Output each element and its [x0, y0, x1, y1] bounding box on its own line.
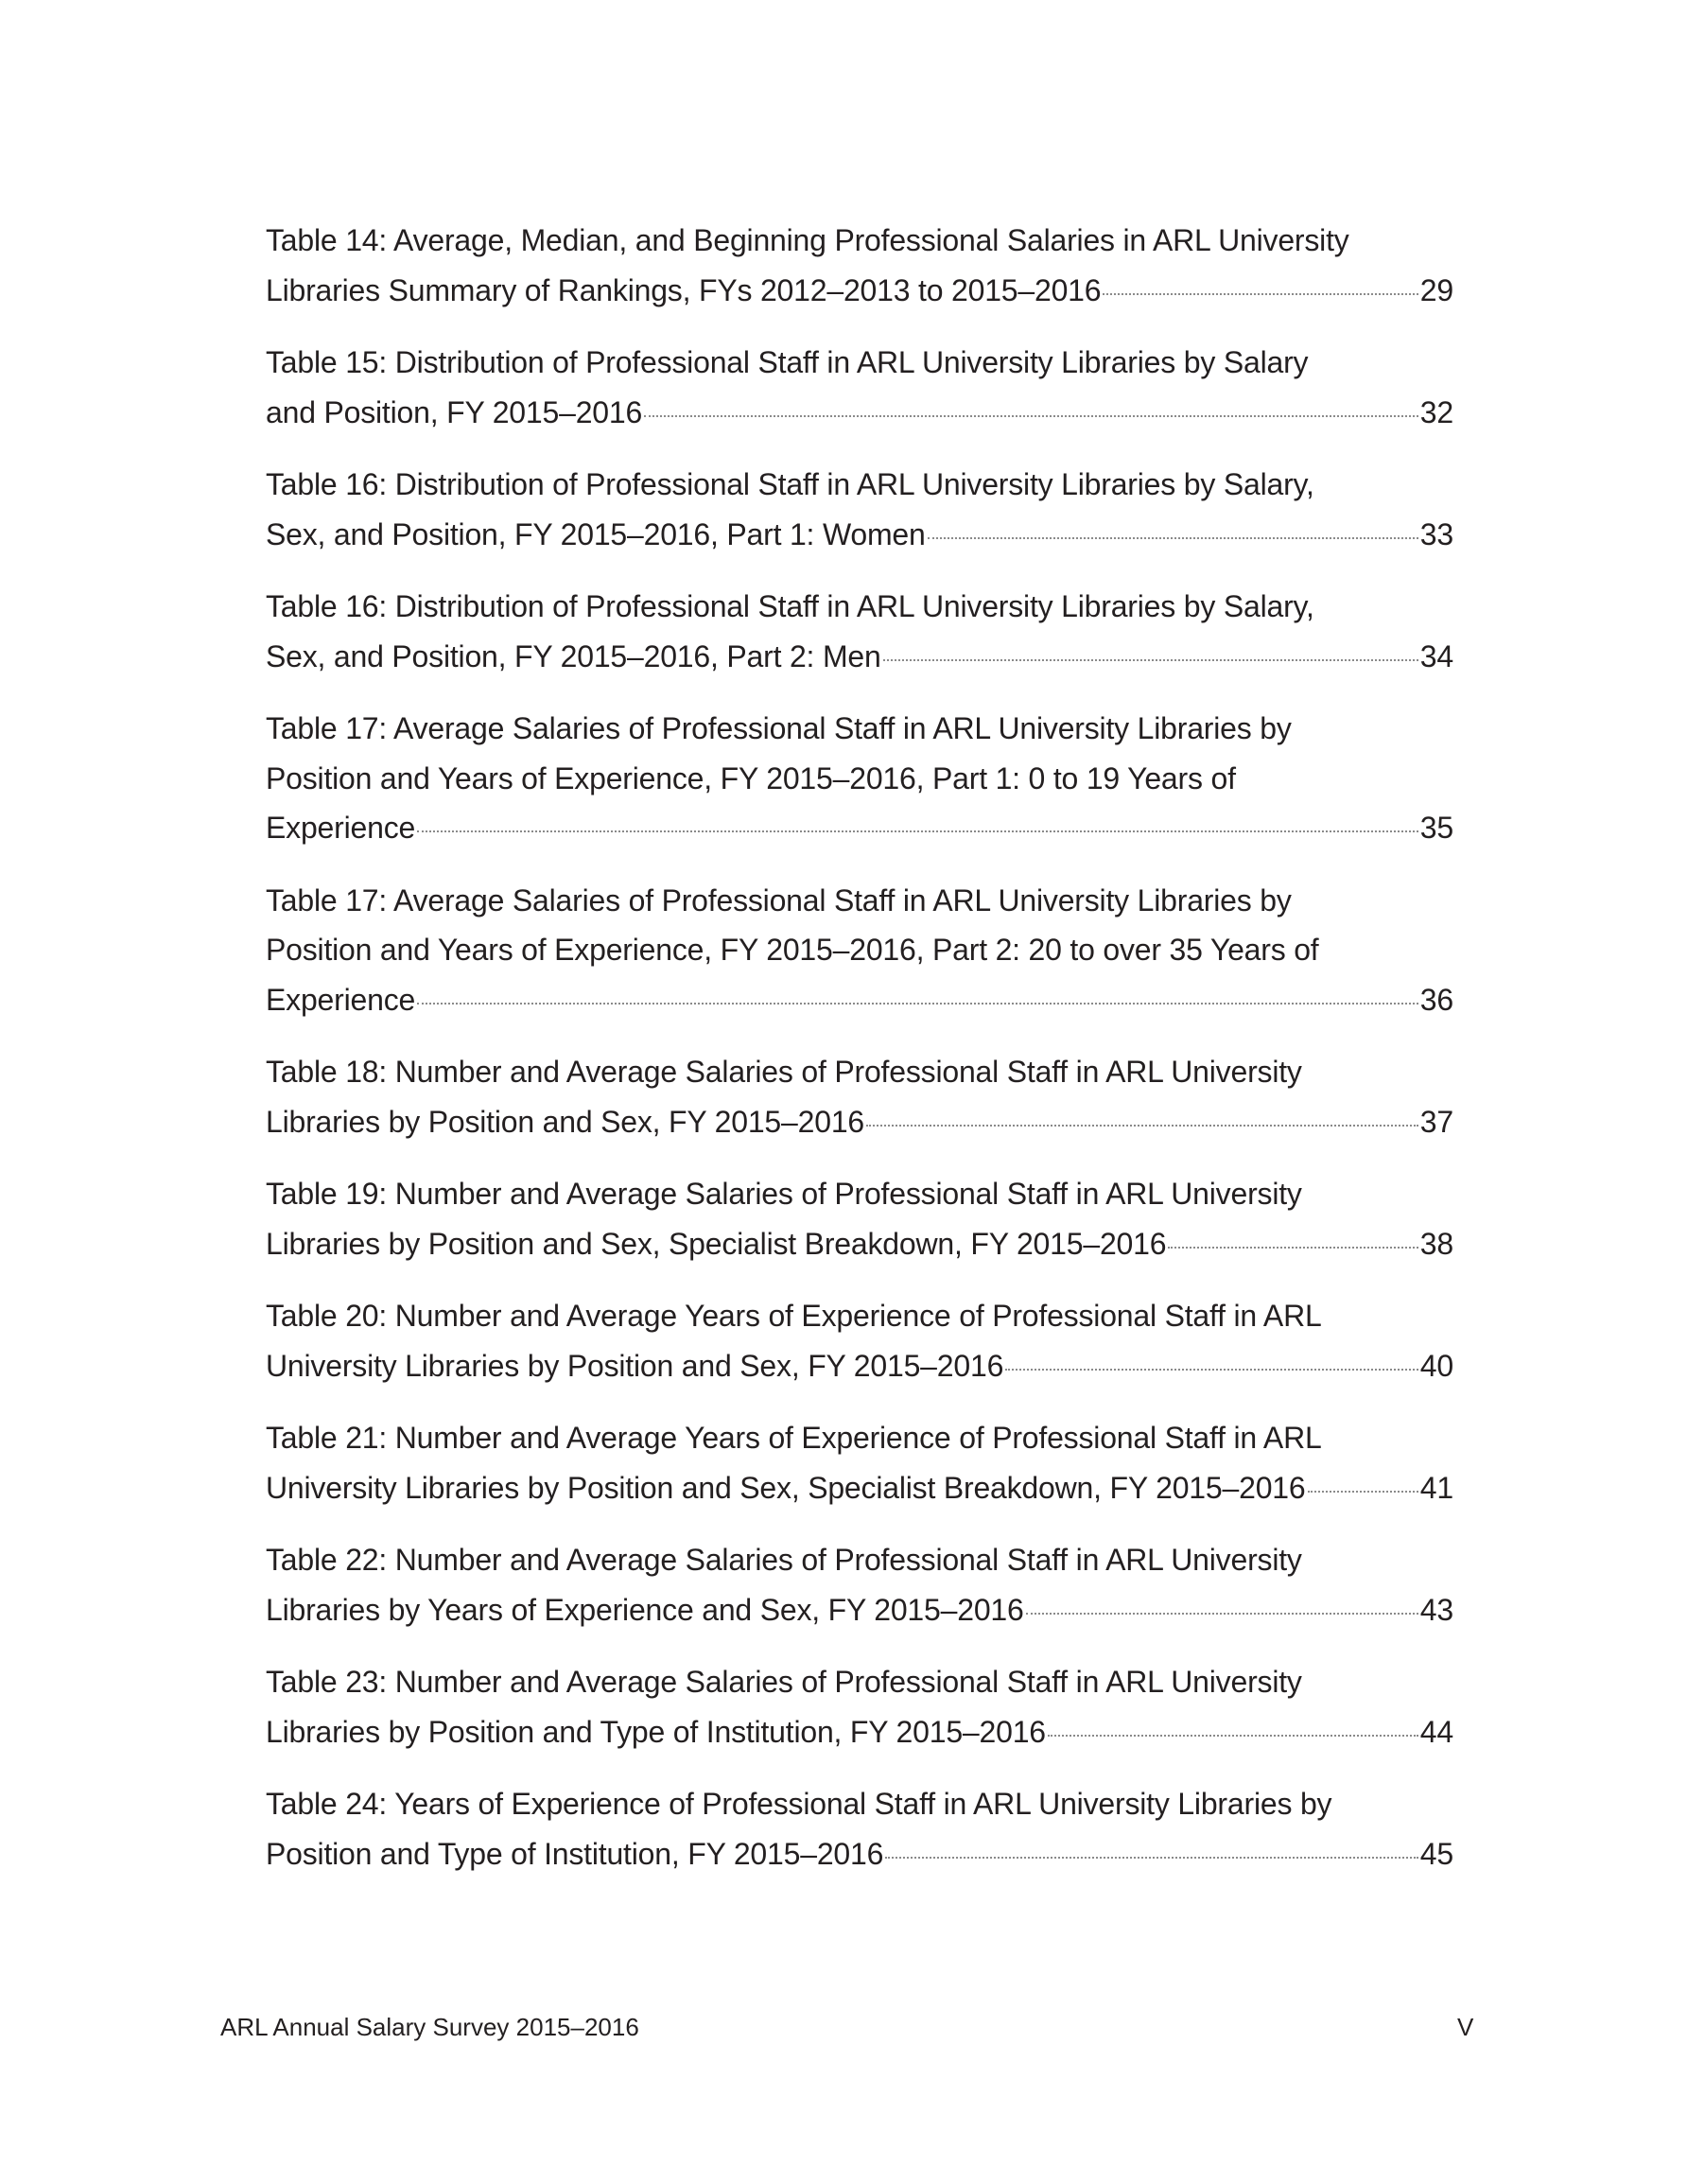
dot-leader [1103, 293, 1417, 295]
footer-page-number: V [1457, 2013, 1474, 2041]
toc-entry-page-number[interactable]: 38 [1419, 1226, 1453, 1261]
toc-entry-title-line: Libraries Summary of Rankings, FYs 2012–2013 to 2015–2016 [266, 272, 1102, 307]
toc-entry-last-line [266, 803, 1453, 853]
toc-entry-last-line [266, 632, 1453, 682]
toc-entry-last-line [266, 975, 1453, 1025]
toc-entry-last-line [266, 388, 1453, 438]
toc-entry-title-line: Position and Years of Experience, FY 2015–2016, Part 1: 0 to 19 Years of [266, 760, 1236, 795]
toc-entry-title-line: University Libraries by Position and Sex, FY 2015–2016 [266, 1348, 1004, 1383]
toc-entry[interactable] [266, 338, 1453, 437]
toc-entry-page-number[interactable]: 37 [1419, 1104, 1453, 1139]
toc-entry-title-line: Table 16: Distribution of Professional Staff in ARL University Libraries by Salary, [266, 467, 1314, 501]
dot-leader [644, 415, 1418, 417]
toc-entry-last-line [266, 1097, 1453, 1147]
toc-entry[interactable] [266, 1779, 1453, 1878]
toc-entry-title-line: and Position, FY 2015–2016 [266, 394, 643, 429]
toc-entry[interactable] [266, 1535, 1453, 1634]
toc-entry-title-line: Table 16: Distribution of Professional Staff in ARL University Libraries by Salary, [266, 589, 1314, 623]
toc-entry-title-line: Libraries by Position and Type of Institution, FY 2015–2016 [266, 1714, 1046, 1749]
toc-entry-last-line [266, 1829, 1453, 1879]
toc-entry-title-line: Libraries by Position and Sex, Specialist Breakdown, FY 2015–2016 [266, 1226, 1167, 1261]
toc-entry[interactable] [266, 876, 1453, 1025]
dot-leader [883, 659, 1418, 661]
toc-entry-title-line: Table 18: Number and Average Salaries of Professional Staff in ARL University [266, 1055, 1302, 1089]
dot-leader [1026, 1613, 1418, 1615]
toc-entry-title-line: Table 23: Number and Average Salaries of Professional Staff in ARL University [266, 1665, 1302, 1699]
toc-entry-page-number[interactable]: 41 [1419, 1470, 1453, 1505]
toc-entry-title-line: Table 19: Number and Average Salaries of Professional Staff in ARL University [266, 1177, 1302, 1211]
dot-leader [1005, 1369, 1418, 1371]
toc-entry[interactable] [266, 1169, 1453, 1268]
toc-entry-title-line: Experience [266, 982, 416, 1017]
dot-leader [417, 830, 1418, 832]
toc-entry-page-number[interactable]: 34 [1419, 638, 1453, 673]
toc-entry-title-line: Table 15: Distribution of Professional Staff in ARL University Libraries by Salary [266, 345, 1309, 379]
dot-leader [1168, 1247, 1417, 1249]
toc-entry-last-line [266, 1219, 1453, 1269]
dot-leader [1048, 1735, 1418, 1737]
toc-entry-title-line: Libraries by Position and Sex, FY 2015–2016 [266, 1104, 865, 1139]
toc-entry-title-line: Libraries by Years of Experience and Sex, FY 2015–2016 [266, 1592, 1024, 1627]
toc-entry-page-number[interactable]: 35 [1419, 811, 1453, 845]
toc-entry[interactable] [266, 1291, 1453, 1390]
toc-entry[interactable] [266, 1047, 1453, 1146]
table-of-contents [266, 216, 1453, 1901]
toc-entry-last-line [266, 1585, 1453, 1635]
toc-entry-page-number[interactable]: 29 [1419, 272, 1453, 307]
toc-entry-title-line: Position and Years of Experience, FY 2015–2016, Part 2: 20 to over 35 Years of [266, 933, 1319, 967]
dot-leader [417, 1003, 1418, 1005]
toc-entry-last-line [266, 1707, 1453, 1757]
toc-entry-title-line: Sex, and Position, FY 2015–2016, Part 1: Women [266, 516, 926, 551]
dot-leader [1308, 1491, 1418, 1493]
toc-entry-title-line: University Libraries by Position and Sex, Specialist Breakdown, FY 2015–2016 [266, 1470, 1306, 1505]
toc-entry[interactable] [266, 1413, 1453, 1512]
dot-leader [928, 537, 1418, 539]
toc-entry-title-line: Table 17: Average Salaries of Professional Staff in ARL University Libraries by [266, 882, 1292, 917]
footer-title: ARL Annual Salary Survey 2015–2016 [220, 2013, 639, 2041]
toc-entry[interactable] [266, 460, 1453, 559]
toc-entry-title-line: Position and Type of Institution, FY 2015–2016 [266, 1836, 884, 1871]
toc-entry-title-line: Table 21: Number and Average Years of Experience of Professional Staff in ARL [266, 1421, 1322, 1455]
toc-entry-page-number[interactable]: 36 [1419, 982, 1453, 1017]
toc-entry[interactable] [266, 216, 1453, 315]
toc-entry-title-line: Table 20: Number and Average Years of Experience of Professional Staff in ARL [266, 1299, 1322, 1333]
toc-entry[interactable] [266, 1657, 1453, 1756]
toc-entry-last-line [266, 266, 1453, 316]
toc-entry-title-line: Table 14: Average, Median, and Beginning Professional Salaries in ARL University [266, 223, 1349, 257]
toc-entry-title-line: Table 17: Average Salaries of Professional Staff in ARL University Libraries by [266, 711, 1292, 745]
toc-entry-page-number[interactable]: 45 [1419, 1836, 1453, 1871]
toc-entry-last-line [266, 1463, 1453, 1513]
toc-entry-last-line [266, 510, 1453, 560]
toc-entry[interactable] [266, 704, 1453, 853]
toc-entry-page-number[interactable]: 43 [1419, 1592, 1453, 1627]
toc-entry[interactable] [266, 582, 1453, 681]
dot-leader [885, 1857, 1418, 1859]
toc-entry-page-number[interactable]: 40 [1419, 1348, 1453, 1383]
toc-entry-page-number[interactable]: 44 [1419, 1714, 1453, 1749]
toc-entry-page-number[interactable]: 32 [1419, 394, 1453, 429]
toc-entry-title-line: Sex, and Position, FY 2015–2016, Part 2: Men [266, 638, 881, 673]
toc-entry-title-line: Table 22: Number and Average Salaries of Professional Staff in ARL University [266, 1543, 1302, 1577]
toc-entry-title-line: Table 24: Years of Experience of Professional Staff in ARL University Libraries by [266, 1787, 1332, 1821]
toc-entry-title-line: Experience [266, 811, 416, 845]
dot-leader [866, 1125, 1418, 1127]
toc-entry-last-line [266, 1341, 1453, 1391]
toc-entry-page-number[interactable]: 33 [1419, 516, 1453, 551]
